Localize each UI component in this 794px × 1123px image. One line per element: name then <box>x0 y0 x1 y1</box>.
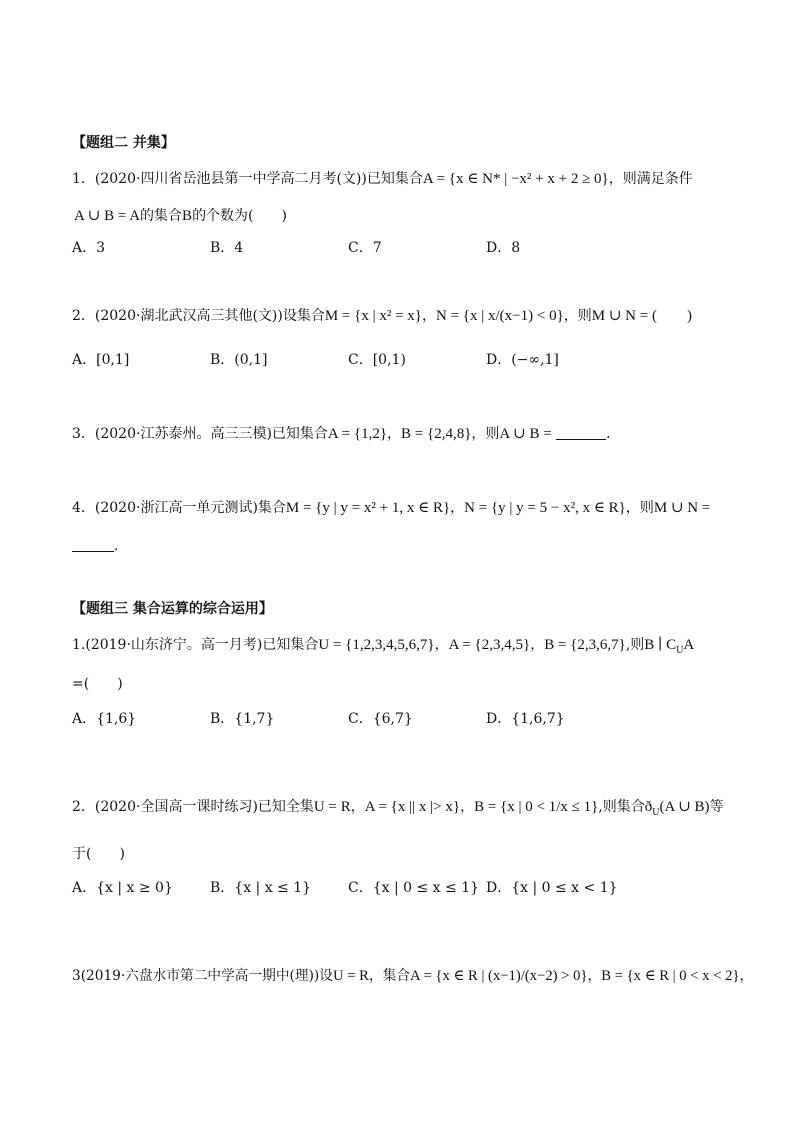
g2-q1-line1 <box>72 168 693 190</box>
g3-q1-post: ,则 <box>625 637 645 653</box>
g2-q1-option-b: B．4 <box>210 240 244 256</box>
g3-q2-stem: 2．(2020·全国高一课时练习)已知全集 <box>72 799 314 815</box>
g2-q2-set-m: M = {x | x² = x} <box>324 308 422 324</box>
g2-q2-line <box>72 305 692 327</box>
group3-heading: 【题组三 集合运算的综合运用】 <box>72 601 273 617</box>
g2-q3-end: ． <box>606 426 621 442</box>
g2-q3-set-a: A = {1,2} <box>327 426 388 442</box>
g2-q1-set-a: A = {x ∈ N* | −x² + x + 2 ≥ 0} <box>422 171 609 187</box>
g3-q1-set-u: U = {1,2,3,4,5,6,7} <box>318 637 435 653</box>
g3-q1-set-a: A = {2,3,4,5} <box>448 637 531 653</box>
g3-q1-option-a: A．{1,6} <box>72 711 137 727</box>
g3-q3-end: ， <box>739 968 754 984</box>
g3-q2-option-a: A．{x | x ≥ 0} <box>72 880 173 896</box>
g3-q2-set-a: A = {x || x |> x} <box>364 799 461 815</box>
g3-q3-line <box>72 965 753 987</box>
g3-q2-option-c: C．{x | 0 ≤ x ≤ 1} <box>348 880 480 896</box>
g3-q2-sub: U <box>652 807 660 818</box>
g2-q4-stem: 4．(2020·浙江高一单元测试)集合 <box>72 500 286 516</box>
g3-q2-set-b: B = {x | 0 < 1/x ≤ 1} <box>474 799 599 815</box>
g3-q3-stem: 3(2019·六盘水市第二中学高一期中(理))设 <box>72 968 333 984</box>
g2-q2-ask: M ∪ N = ( ) <box>591 308 692 324</box>
g2-q1-cond: A ∪ B = A <box>74 208 141 224</box>
g3-q1-sep2: ， <box>530 637 545 653</box>
g2-q4-line1 <box>72 497 710 519</box>
g2-q1-post: ，则满足条件 <box>608 171 693 187</box>
g3-q2-set-u: U = R <box>313 799 351 815</box>
g3-q3-sep: ，集合 <box>368 968 411 984</box>
g3-q1-stem: 1.(2019·山东济宁。高一月考)已知集合 <box>72 637 319 653</box>
g3-q3-set-u: U = R <box>332 968 369 984</box>
g2-q4-end: ． <box>114 538 128 554</box>
g2-q1-ask: 的个数为( ) <box>192 208 287 224</box>
g2-q1-option-c: C．7 <box>348 240 382 256</box>
g2-q3-line <box>72 423 620 445</box>
g3-q1-sub: U <box>676 645 684 656</box>
g3-q2-post: ,则集合 <box>598 799 645 815</box>
g3-q1-line1 <box>72 634 694 662</box>
g3-q1-option-d: D．{1,6,7} <box>486 711 565 727</box>
g2-q2-option-d: D．(−∞,1] <box>486 352 559 368</box>
g3-q2-option-d: D．{x | 0 ≤ x < 1} <box>486 880 618 896</box>
g3-q1-line2: =( ) <box>72 676 123 692</box>
g3-q1-op: B ∣ C <box>644 637 677 653</box>
g3-q1-option-c: C．{6,7} <box>348 711 413 727</box>
g2-q4-set-m: M = {y | y = x² + 1, x ∈ R} <box>285 500 451 516</box>
g2-q3-answer-blank <box>556 425 606 440</box>
g3-q1-set-b: B = {2,3,6,7} <box>544 637 626 653</box>
g3-q1-sep: ， <box>434 637 449 653</box>
g2-q3-post: ，则 <box>471 426 500 442</box>
g3-q1-option-b: B．{1,7} <box>210 711 275 727</box>
g2-q3-ask: A ∪ B = <box>499 426 552 442</box>
g3-q2-sep: ， <box>350 799 365 815</box>
g2-q3-stem: 3．(2020·江苏泰州。高三三模)已知集合 <box>72 426 328 442</box>
g2-q1-text: 的集合 <box>140 208 183 224</box>
g2-q1-option-a: A．3 <box>72 240 106 256</box>
g2-q2-option-c: C．[0,1) <box>348 352 406 368</box>
g2-q2-stem: 2．(2020·湖北武汉高三其他(文))设集合 <box>72 308 325 324</box>
g2-q3-sep: ， <box>387 426 402 442</box>
g3-q2-op-end: (A ∪ B) <box>659 799 710 815</box>
g2-q2-set-n: N = {x | x/(x−1) < 0} <box>436 308 564 324</box>
g2-q2-option-b: B．(0,1] <box>210 352 268 368</box>
g3-q2-line1 <box>72 796 724 824</box>
g3-q3-set-a: A = {x ∈ R | (x−1)/(x−2) > 0} <box>410 968 588 984</box>
g2-q4-post: ，则 <box>625 500 654 516</box>
g3-q2-sep2: ， <box>460 799 475 815</box>
group2-heading: 【题组二 并集】 <box>72 135 175 151</box>
g3-q1-op-end: A <box>683 637 695 653</box>
g2-q2-sep: ， <box>422 308 436 324</box>
g2-q2-option-a: A．[0,1] <box>72 352 130 368</box>
g2-q1-set-b: B <box>182 208 193 224</box>
g3-q1-ask <box>644 637 695 656</box>
g2-q4-set-n: N = {y | y = 5 − x², x ∈ R} <box>464 500 626 516</box>
g2-q2-post: ，则 <box>563 308 592 324</box>
g3-q2-op: ð <box>644 799 653 815</box>
g3-q3-sep2: ， <box>587 968 602 984</box>
g2-q4-answer-blank <box>72 537 114 552</box>
g3-q2-line2: 于( ) <box>72 846 125 862</box>
g2-q1-line2 <box>74 205 287 227</box>
g3-q2-complement <box>644 799 710 818</box>
g2-q4-sep: ， <box>450 500 465 516</box>
g2-q4-line2 <box>72 535 128 557</box>
g2-q3-set-b: B = {2,4,8} <box>401 426 472 442</box>
g3-q2-post2: 等 <box>709 799 724 815</box>
g2-q1-option-d: D．8 <box>486 240 521 256</box>
g3-q2-option-b: B．{x | x ≤ 1} <box>210 880 312 896</box>
g2-q4-ask: M ∪ N = <box>653 500 711 516</box>
g2-q1-stem: 1．(2020·四川省岳池县第一中学高二月考(文))已知集合 <box>72 171 423 187</box>
g3-q3-set-b: B = {x ∈ R | 0 < x < 2} <box>601 968 740 984</box>
